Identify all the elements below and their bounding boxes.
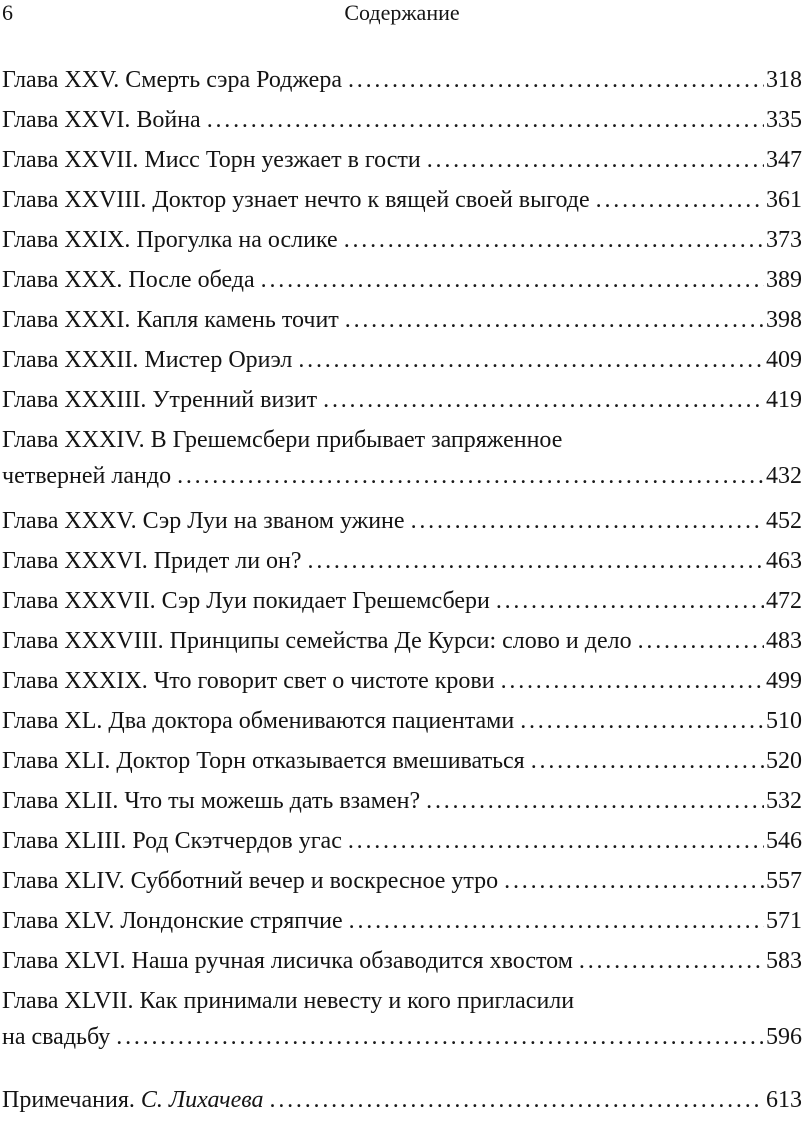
- toc-entry[interactable]: [2, 143, 802, 183]
- toc-entry-title: Глава XXXV. Сэр Луи на званом ужине: [2, 508, 405, 534]
- dot-leader: [261, 265, 764, 295]
- toc-entry-page: 398: [766, 307, 802, 333]
- dot-leader: [298, 345, 764, 375]
- dot-leader: [501, 666, 764, 696]
- toc-entry-page: 335: [766, 107, 802, 133]
- toc-entry[interactable]: [2, 383, 802, 423]
- toc-entry-page: 472: [766, 588, 802, 614]
- toc-entry[interactable]: [2, 223, 802, 263]
- toc-entry-title: Глава XLIV. Субботний вечер и воскресное утро: [2, 868, 499, 894]
- toc-entry[interactable]: [2, 824, 802, 864]
- toc-entry[interactable]: [2, 664, 802, 704]
- toc-entry-title: Глава XLII. Что ты можешь дать взамен?: [2, 788, 421, 814]
- toc-entry-page: 389: [766, 267, 802, 293]
- toc-entry-title: Глава XXXIII. Утренний визит: [2, 387, 318, 413]
- notes-title: Примечания.: [2, 1087, 135, 1113]
- toc-entry[interactable]: [2, 303, 802, 343]
- toc-entry-title: Глава XXVII. Мисс Торн уезжает в гости: [2, 147, 421, 173]
- toc-entry-page: 583: [766, 948, 802, 974]
- toc-entry-title: Глава XXIX. Прогулка на ослике: [2, 227, 338, 253]
- dot-leader: [638, 626, 764, 656]
- toc-entry-page: 483: [766, 628, 802, 654]
- dot-leader: [323, 385, 764, 415]
- toc-entry[interactable]: [2, 103, 802, 143]
- dot-leader: [596, 185, 764, 215]
- dot-leader: [496, 586, 764, 616]
- dot-leader: [207, 105, 764, 135]
- toc-entry-title-line1: Глава XLVII. Как принимали невесту и кого пригласили: [2, 988, 575, 1014]
- toc-entry-title: Глава XXVIII. Доктор узнает нечто к вящей своей выгоде: [2, 187, 590, 213]
- dot-leader: [411, 506, 764, 536]
- toc-entry-notes[interactable]: [2, 1083, 802, 1123]
- dot-leader: [579, 946, 764, 976]
- dot-leader: [426, 786, 764, 816]
- toc-entry[interactable]: [2, 263, 802, 303]
- dot-leader: [348, 65, 764, 95]
- dot-leader: [116, 1022, 764, 1052]
- toc-entry-page: 463: [766, 548, 802, 574]
- toc-entry-page: 571: [766, 908, 802, 934]
- toc-entry-title: Глава XXXVI. Придет ли он?: [2, 548, 302, 574]
- toc-entry[interactable]: [2, 624, 802, 664]
- toc-entry-page: 546: [766, 828, 802, 854]
- dot-leader: [345, 305, 764, 335]
- toc-entry[interactable]: [2, 504, 802, 544]
- toc-entry-title: Глава XXXII. Мистер Ориэл: [2, 347, 293, 373]
- toc-entry-page: 419: [766, 387, 802, 413]
- running-title: Содержание: [344, 0, 460, 25]
- toc-entry[interactable]: [2, 744, 802, 784]
- running-head: [0, 0, 804, 30]
- toc-entry-title-line2: четверней ландо: [2, 463, 172, 489]
- toc-entry-page: 532: [766, 788, 802, 814]
- toc-entry[interactable]: [2, 423, 802, 504]
- toc-entry-page: 452: [766, 508, 802, 534]
- toc-entry-title: Глава XXXIX. Что говорит свет о чистоте крови: [2, 668, 495, 694]
- dot-leader: [308, 546, 764, 576]
- toc-entry-page: 373: [766, 227, 802, 253]
- toc-entry-title-line1: Глава XXXIV. В Грешемсбери прибывает запряженное: [2, 427, 563, 453]
- toc-entry-title: Глава XLIII. Род Скэтчердов угас: [2, 828, 342, 854]
- toc-entry[interactable]: [2, 544, 802, 584]
- dot-leader: [520, 706, 764, 736]
- toc-entry-title: Глава XXVI. Война: [2, 107, 201, 133]
- toc-entry-title: Глава XXXVII. Сэр Луи покидает Грешемсбери: [2, 588, 490, 614]
- toc-entry-page: 520: [766, 748, 802, 774]
- notes-author: С. Лихачева: [140, 1087, 264, 1113]
- toc-entry-page: 361: [766, 187, 802, 213]
- dot-leader: [270, 1085, 764, 1115]
- toc-entry-title: Глава XXV. Смерть сэра Роджера: [2, 67, 342, 93]
- dot-leader: [348, 826, 764, 856]
- toc-entry[interactable]: [2, 183, 802, 223]
- toc-entry[interactable]: [2, 704, 802, 744]
- page-number: 6: [2, 0, 13, 25]
- toc-entry[interactable]: [2, 784, 802, 824]
- dot-leader: [344, 225, 764, 255]
- toc-entry-title: Глава XLV. Лондонские стряпчие: [2, 908, 343, 934]
- toc-entry-page: 318: [766, 67, 802, 93]
- toc-entry-title: Глава XL. Два доктора обмениваются пациентами: [2, 708, 515, 734]
- toc-entry-title: Глава XLI. Доктор Торн отказывается вмешиваться: [2, 748, 525, 774]
- toc-entry[interactable]: [2, 904, 802, 944]
- toc-entry[interactable]: [2, 584, 802, 624]
- toc-entry-title: Глава XXXVIII. Принципы семейства Де Курси: слово и дело: [2, 628, 632, 654]
- toc-entry-page: 432: [766, 463, 802, 489]
- toc-entry-page: 557: [766, 868, 802, 894]
- toc-entry-title: Глава XXX. После обеда: [2, 267, 255, 293]
- toc-entry[interactable]: [2, 343, 802, 383]
- toc-entry-page: 510: [766, 708, 802, 734]
- dot-leader: [504, 866, 764, 896]
- toc-entry[interactable]: [2, 63, 802, 103]
- dot-leader: [349, 906, 764, 936]
- toc-entry-page: 499: [766, 668, 802, 694]
- dot-leader: [177, 461, 764, 491]
- toc-entry-page: 596: [766, 1024, 802, 1050]
- toc-entry[interactable]: [2, 984, 802, 1065]
- dot-leader: [531, 746, 764, 776]
- toc-entry[interactable]: [2, 864, 802, 904]
- table-of-contents: [2, 63, 802, 1123]
- toc-entry[interactable]: [2, 944, 802, 984]
- toc-entry-page: 347: [766, 147, 802, 173]
- dot-leader: [427, 145, 764, 175]
- toc-entry-title: Глава XLVI. Наша ручная лисичка обзаводится хвостом: [2, 948, 573, 974]
- toc-entry-title: Глава XXXI. Капля камень точит: [2, 307, 339, 333]
- toc-entry-title-line2: на свадьбу: [2, 1024, 111, 1050]
- toc-entry-page: 409: [766, 347, 802, 373]
- toc-entry-page: 613: [766, 1087, 802, 1113]
